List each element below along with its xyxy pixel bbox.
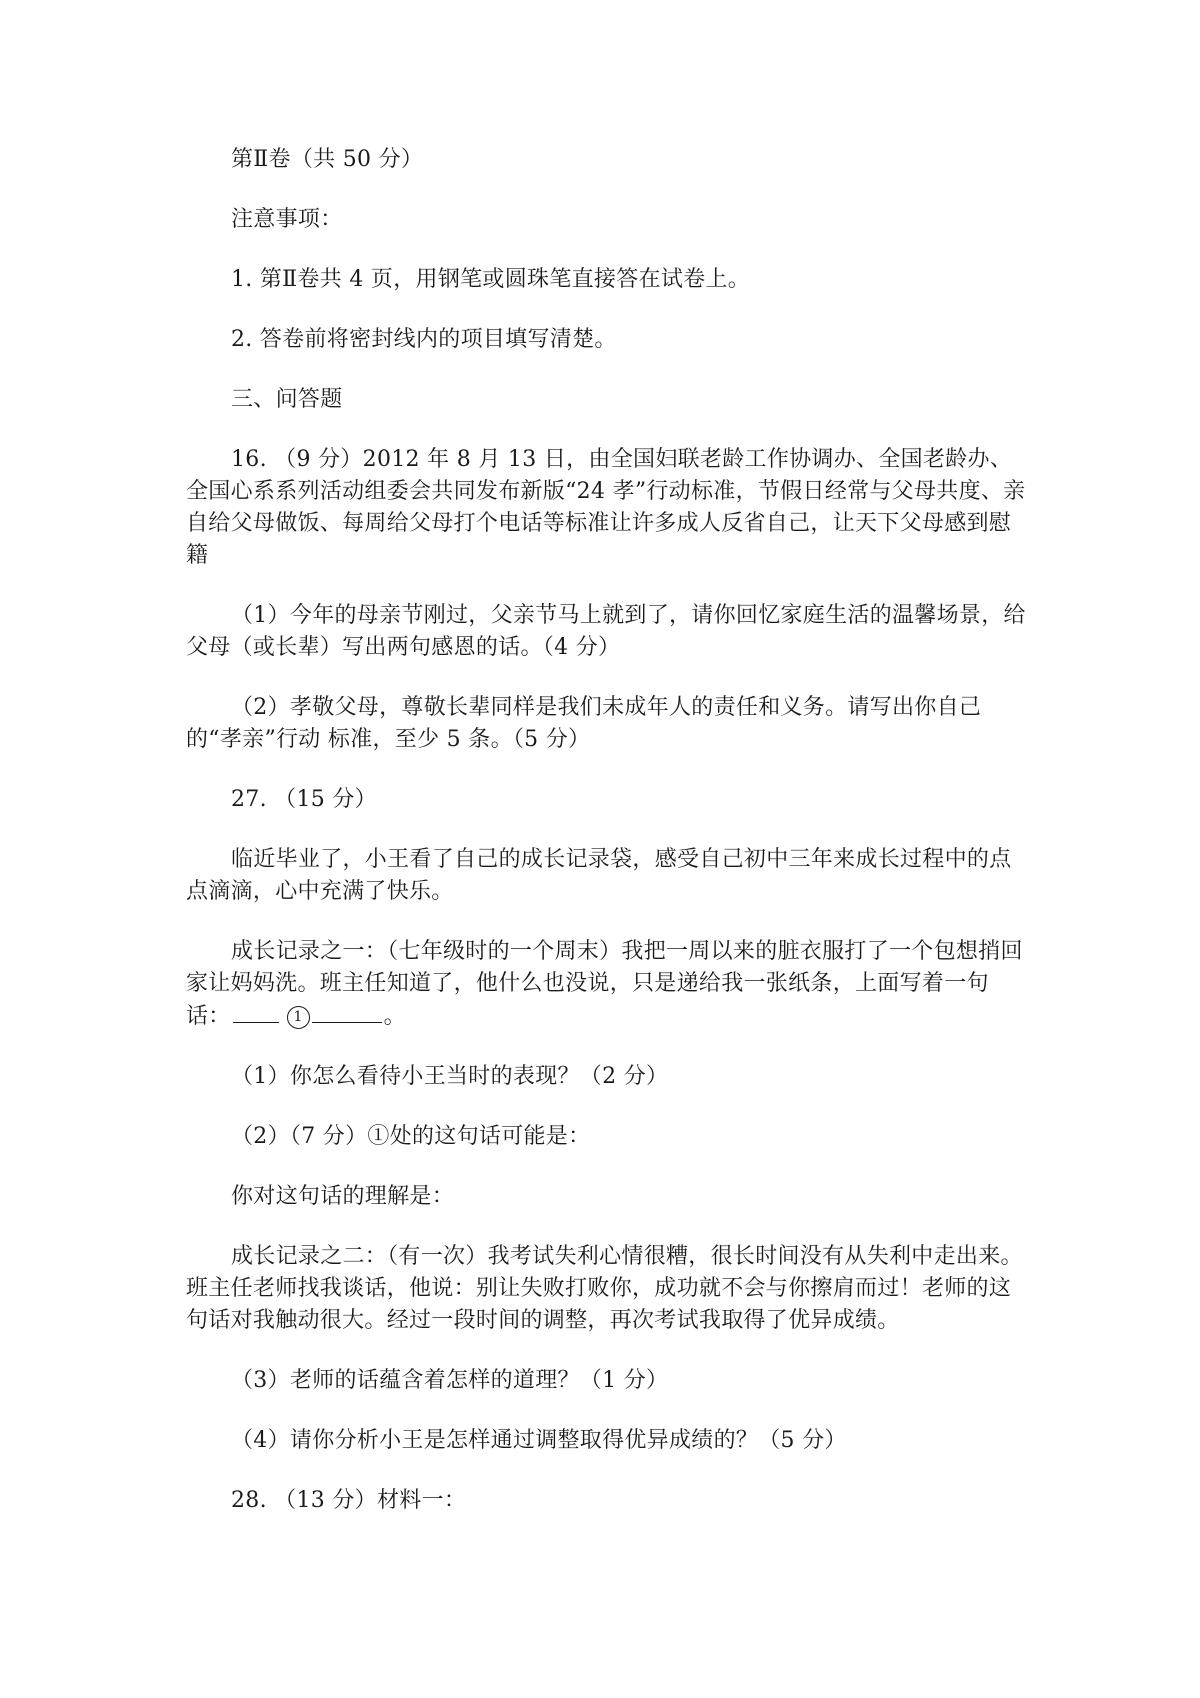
record-1-end: 。 [383,1004,406,1029]
question-27-intro: 临近毕业了，小王看了自己的成长记录袋，感受自己初中三年来成长过程中的点点滴滴，心中充满了快乐。 [186,847,1012,904]
question-27-record-1 [186,936,1031,1033]
question-28-header: 28. （13 分）材料一： [231,1488,467,1513]
notice-item-2: 2. 答卷前将密封线内的项目填写清楚。 [231,327,617,352]
record-1-text: 成长记录之一：（七年级时的一个周末）我把一周以来的脏衣服打了一个包想捎回家让妈妈洗。班主任知道了，他什么也没说，只是递给我一张纸条，上面写着一句话： [186,939,1023,1029]
exam-content [186,144,1031,1545]
question-27-sub-2-followup: 你对这句话的理解是： [231,1184,455,1209]
question-27-sub-2: （2）（7 分）①处的这句话可能是： [231,1124,591,1149]
answer-blank-long [312,1000,382,1023]
notice-item-1: 1. 第Ⅱ卷共 4 页，用钢笔或圆珠笔直接答在试卷上。 [231,267,751,292]
question-27-sub-3: （3）老师的话蕴含着怎样的道理？（1 分） [231,1368,669,1393]
question-27-sub-4: （4）请你分析小王是怎样通过调整取得优异成绩的？（5 分） [231,1428,847,1453]
question-27-sub-1: （1）你怎么看待小王当时的表现？（2 分） [231,1064,669,1089]
answer-blank-short [233,1000,279,1023]
part-heading: 三、问答题 [231,387,343,412]
question-16-sub-1: （1）今年的母亲节刚过，父亲节马上就到了，请你回忆家庭生活的温馨场景，给父母（或长辈）写出两句感恩的话。（4 分） [186,603,1026,660]
circled-number-marker: 1 [287,1006,310,1029]
question-16-sub-2: （2）孝敬父母，尊敬长辈同样是我们未成年人的责任和义务。请写出你自己的“孝亲”行动 标准，至少 5 条。（5 分） [186,695,982,752]
notice-heading: 注意事项： [231,207,343,232]
question-16-stem: 16. （9 分）2012 年 8 月 13 日，由全国妇联老龄工作协调办、全国老龄办、全国心系系列活动组委会共同发布新版“24 孝”行动标准，节假日经常与父母共度、亲自给父母做饭、每周给父母打个电话等标准让许多成人反省自己，让天下父母感到慰籍 [186,447,1026,568]
question-27-header: 27. （15 分） [231,787,377,812]
question-27-record-2: 成长记录之二：（有一次）我考试失利心情很糟，很长时间没有从失利中走出来。班主任老师找我谈话，他说：别让失败打败你，成功就不会与你擦肩而过！老师的这句话对我触动很大。经过一段时间的调整，再次考试我取得了优异成绩。 [186,1244,1023,1333]
section-title: 第Ⅱ卷（共 50 分） [231,147,424,172]
